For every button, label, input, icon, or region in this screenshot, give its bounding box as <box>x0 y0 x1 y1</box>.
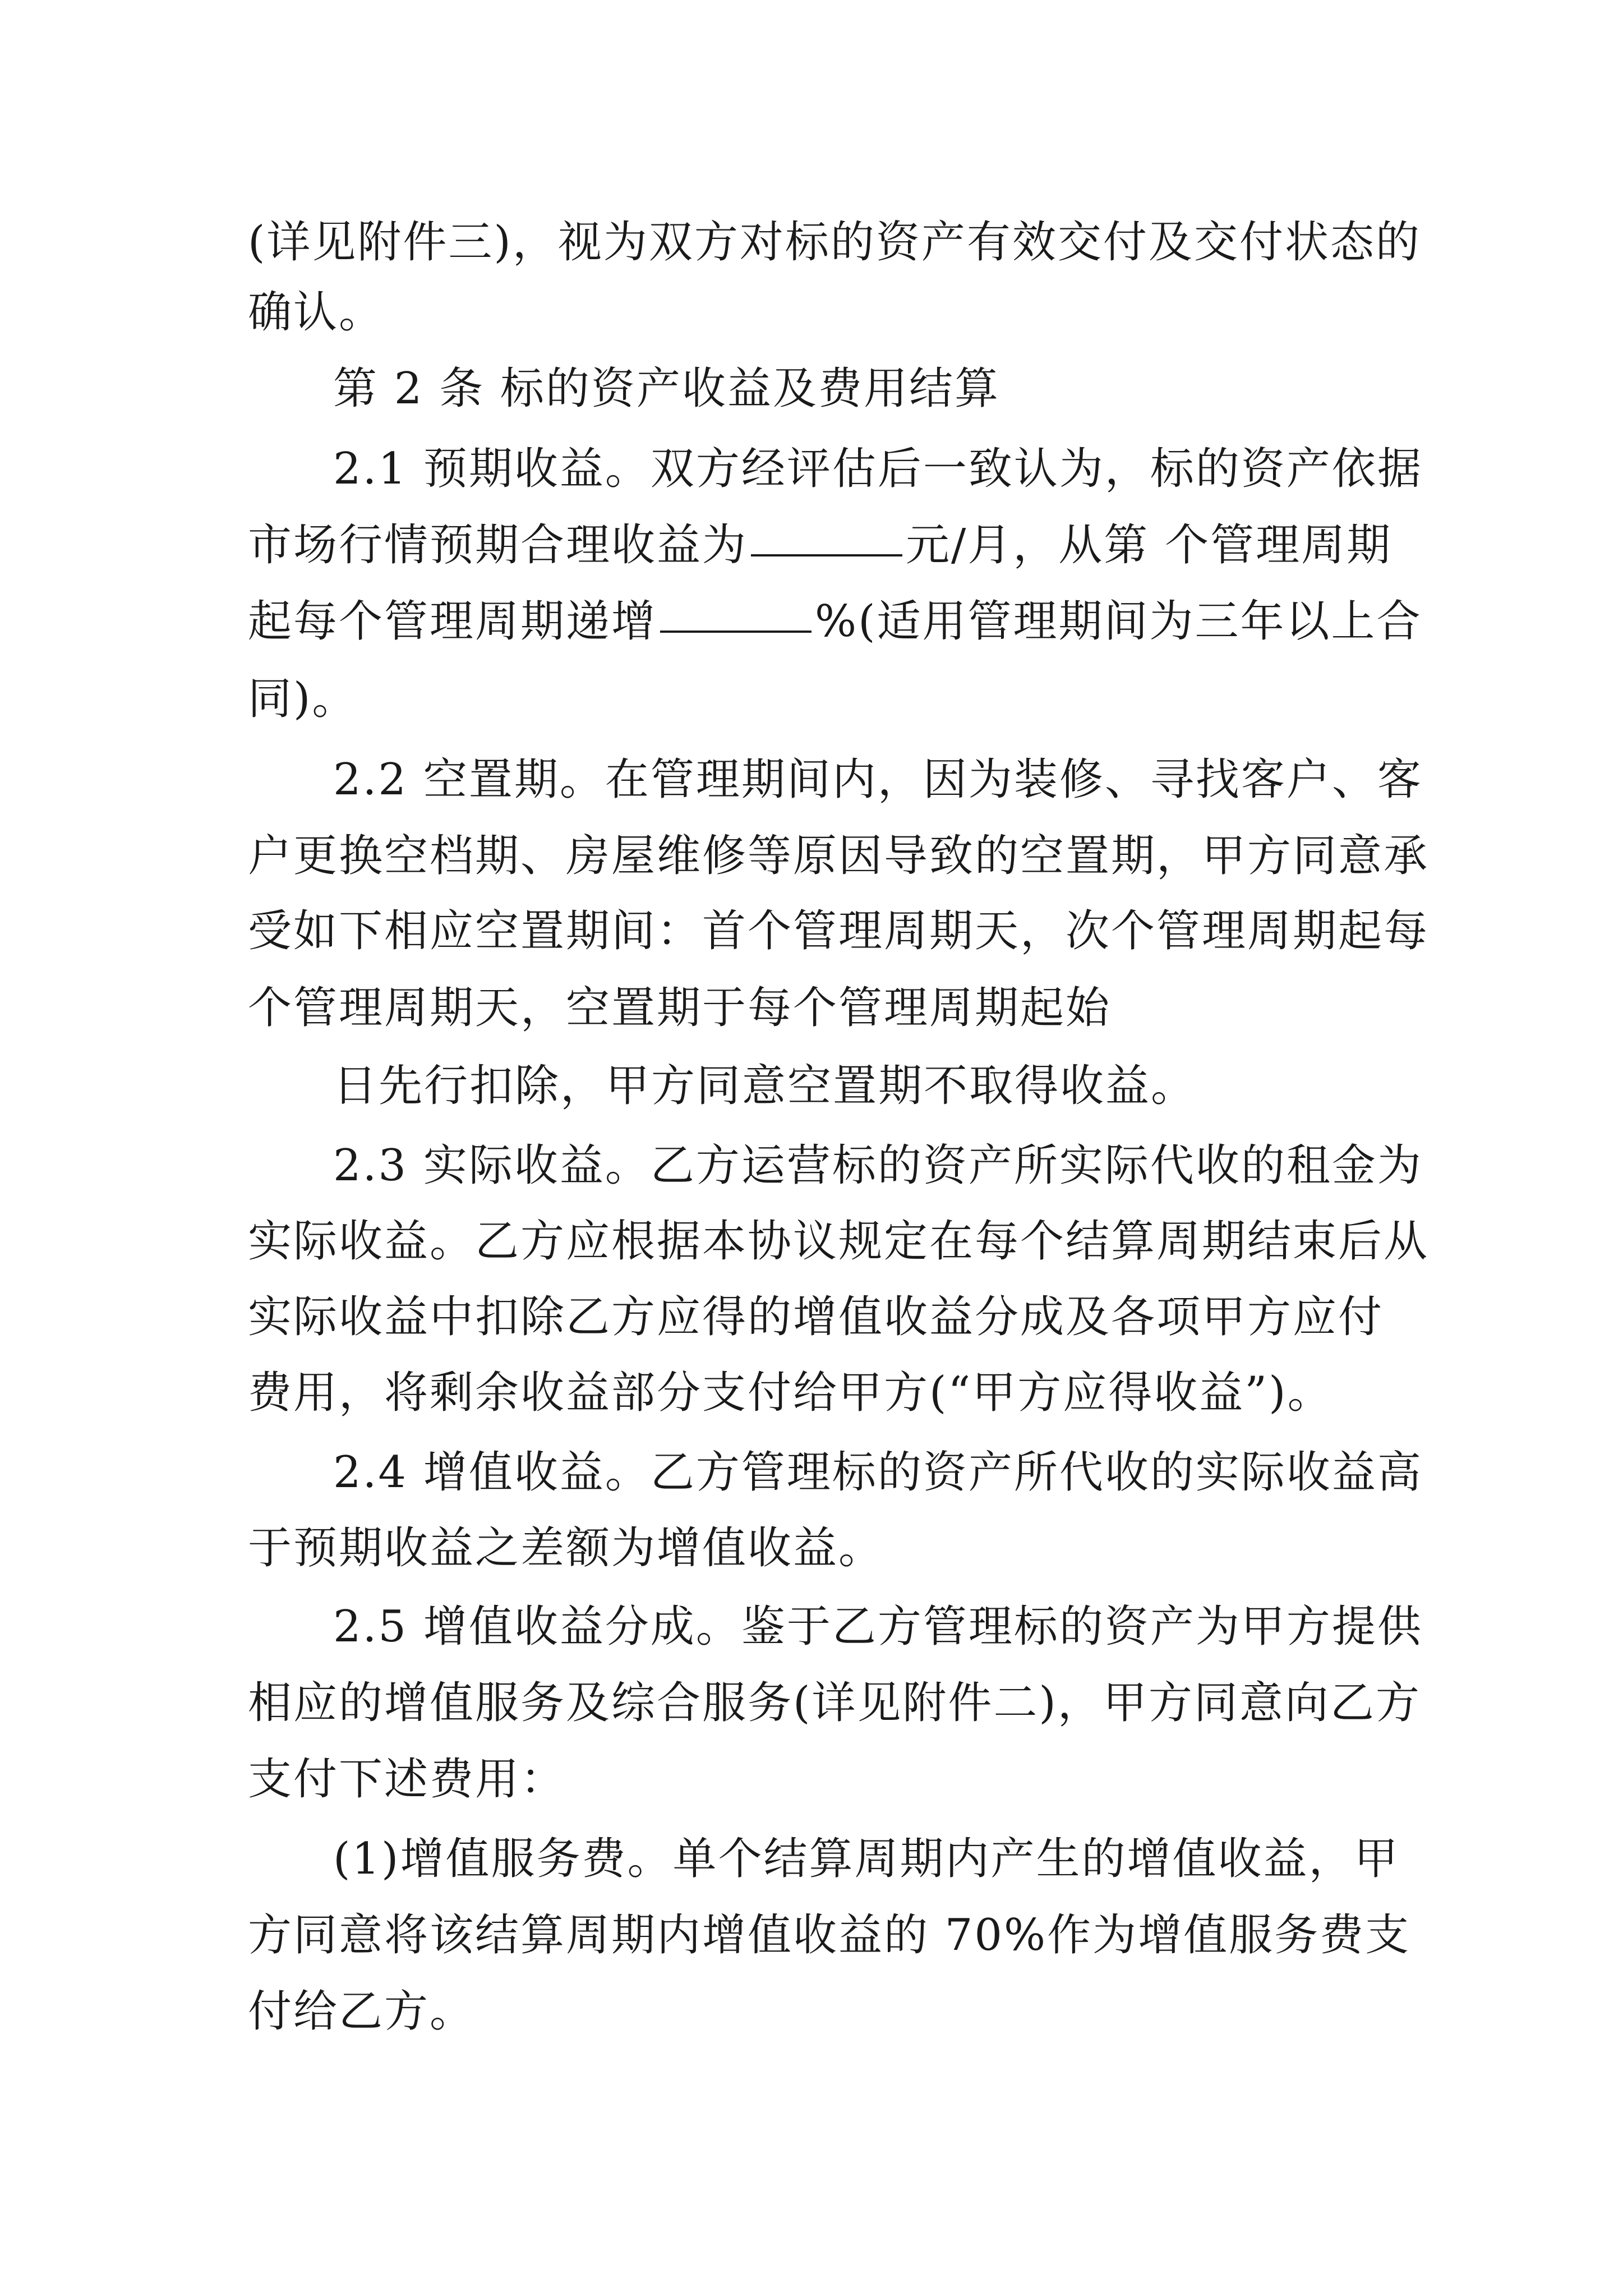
text-line-18: 于预期收益之差额为增值收益。 <box>248 1523 884 1573</box>
text-segment: 起每个管理周期递增 <box>248 596 657 647</box>
text-line-22: (1)增值服务费。单个结算周期内产生的增值收益，甲 <box>333 1834 1400 1884</box>
text-line-1: (详见附件三)，视为双方对标的资产有效交付及交付状态的 <box>248 217 1421 268</box>
text-line-10: 受如下相应空置期间：首个管理周期天，次个管理周期起每 <box>248 906 1430 956</box>
text-line-9: 户更换空档期、房屋维修等原因导致的空置期，甲方同意承 <box>248 831 1430 881</box>
text-line-5 <box>248 512 1392 579</box>
text-line-15: 实际收益中扣除乙方应得的增值收益分成及各项甲方应付 <box>248 1292 1384 1342</box>
text-segment: %(适用管理期间为三年以上合 <box>815 596 1422 647</box>
text-line-4: 2.1 预期收益。双方经评估后一致认为，标的资产依据 <box>333 444 1423 494</box>
fill-in-blank <box>660 628 811 633</box>
text-line-23: 方同意将该结算周期内增值收益的 70%作为增值服务费支 <box>248 1910 1411 1961</box>
text-line-11: 个管理周期天，空置期于每个管理周期起始 <box>248 983 1112 1033</box>
text-line-8: 2.2 空置期。在管理期间内，因为装修、寻找客户、客 <box>333 754 1423 805</box>
text-line-2: 确认。 <box>248 287 385 338</box>
text-line-16: 费用，将剩余收益部分支付给甲方(“甲方应得收益”)。 <box>248 1368 1333 1418</box>
text-line-6 <box>248 588 1422 655</box>
text-line-13: 2.3 实际收益。乙方运营标的资产所实际代收的租金为 <box>333 1140 1423 1191</box>
text-line-19: 2.5 增值收益分成。鉴于乙方管理标的资产为甲方提供 <box>333 1602 1423 1652</box>
section-heading: 第 2 条 标的资产收益及费用结算 <box>333 364 1000 414</box>
text-line-12: 日先行扣除，甲方同意空置期不取得收益。 <box>333 1061 1197 1111</box>
text-line-21: 支付下述费用： <box>248 1754 566 1805</box>
text-line-14: 实际收益。乙方应根据本协议规定在每个结算周期结束后从 <box>248 1216 1430 1267</box>
text-segment: 元/月，从第 个管理周期 <box>906 520 1393 570</box>
text-line-24: 付给乙方。 <box>248 1986 476 2037</box>
text-line-20: 相应的增值服务及综合服务(详见附件二)，甲方同意向乙方 <box>248 1678 1421 1728</box>
fill-in-blank <box>751 552 902 556</box>
text-line-17: 2.4 增值收益。乙方管理标的资产所代收的实际收益高 <box>333 1447 1423 1498</box>
text-line-7: 同)。 <box>248 674 358 724</box>
text-segment: 市场行情预期合理收益为 <box>248 520 748 570</box>
